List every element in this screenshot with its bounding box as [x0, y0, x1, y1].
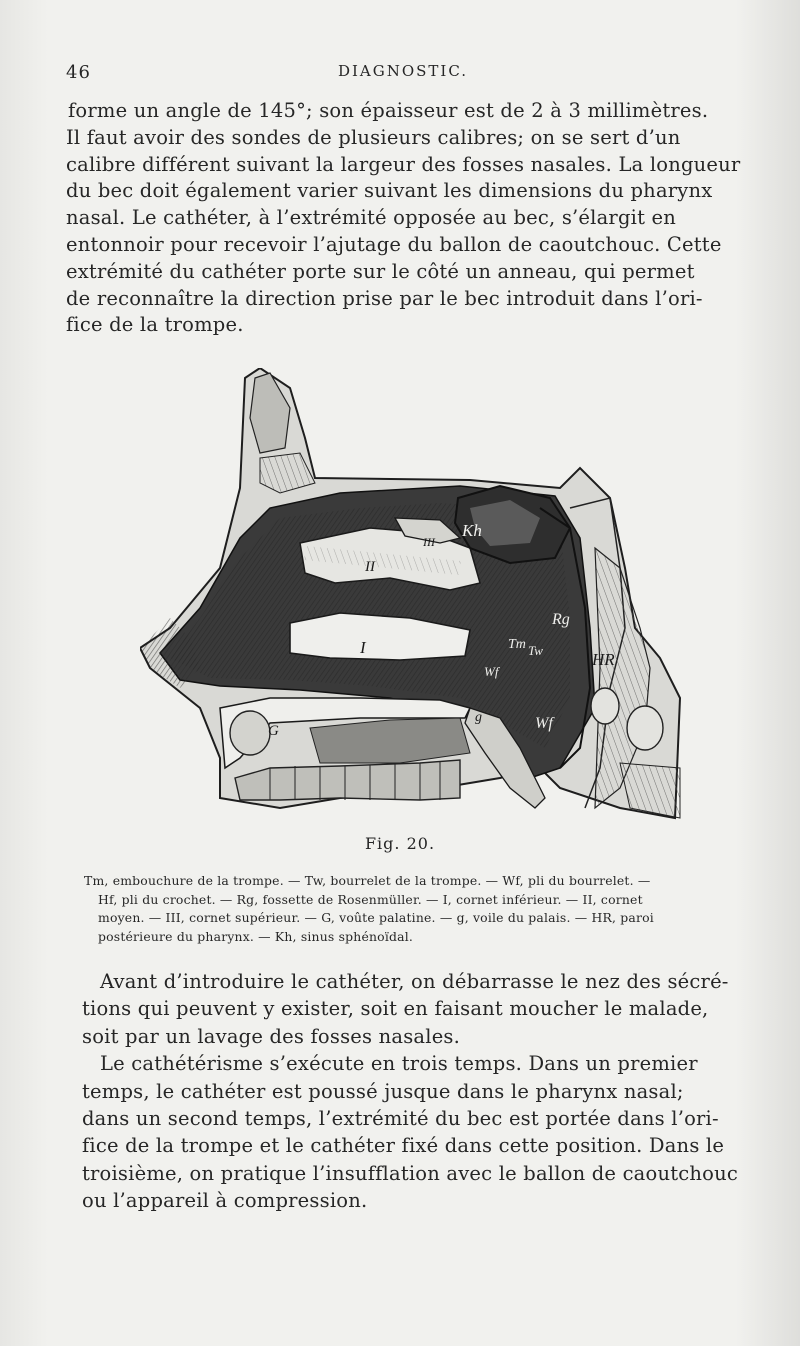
text-line: de reconnaître la direction prise par le bec introduit dans l’ori- [66, 286, 703, 310]
text-line: forme un angle de 145°; son épaisseur est de 2 à 3 millimètres. [68, 99, 709, 122]
figure-label-g-upper: G [268, 723, 279, 739]
figure-label-kh: Kh [462, 521, 482, 540]
paragraph-2-line: troisième, on pratique l’insufflation avec le ballon de caoutchouc [82, 1161, 738, 1185]
caption-line: postérieure du pharynx. — Kh, sinus sphénoïdal. [98, 928, 414, 944]
figure-number: Fig. 20. [364, 834, 436, 853]
figure-label-hr: HR [592, 650, 615, 669]
paragraph-2-line: Le cathétérisme s’exécute en trois temps. Dans un premier [100, 1052, 698, 1076]
paragraph-1-line: soit par un lavage des fosses nasales. [82, 1024, 461, 1048]
figure-label-iii: III [423, 535, 435, 549]
text-line: du bec doit également varier suivant les dimensions du pharynx [66, 179, 713, 203]
top-paragraph [66, 98, 766, 339]
nasal-cavity-engraving [140, 368, 685, 828]
paragraph-1-line: Avant d’introduire le cathéter, on débarrasse le nez des sécré- [100, 970, 729, 993]
body-text [82, 968, 754, 1215]
anatomical-illustration [140, 368, 685, 828]
figure-label-i: I [360, 638, 366, 657]
text-line: calibre différent suivant la largeur des fosses nasales. La longueur [66, 152, 741, 176]
text-line: fice de la trompe. [66, 313, 244, 337]
page-number: 46 [66, 62, 91, 83]
figure-caption [84, 872, 752, 946]
figure-label-ii: II [365, 559, 375, 575]
figure-label-tm: Tm [508, 637, 526, 652]
caption-line: moyen. — III, cornet supérieur. — G, voûte palatine. — g, voile du palais. — HR, paroi [98, 910, 654, 925]
paragraph-2-line: ou l’appareil à compression. [82, 1189, 368, 1213]
figure-label-wf-small: Wf [484, 664, 499, 679]
text-line: nasal. Le cathéter, à l’extrémité opposée au bec, s’élargit en [66, 206, 677, 230]
text-line: entonnoir pour recevoir l’ajutage du ballon de caoutchouc. Cette [66, 232, 722, 256]
figure-label-rg: Rg [552, 611, 570, 628]
text-line: Il faut avoir des sondes de plusieurs calibres; on se sert d’un [66, 125, 681, 149]
paragraph-1-line: tions qui peuvent y exister, soit en faisant moucher le malade, [82, 997, 709, 1021]
text-line: extrémité du cathéter porte sur le côté un anneau, qui permet [66, 259, 695, 283]
paragraph-2-line: fice de la trompe et le cathéter fixé dans cette position. Dans le [82, 1134, 725, 1158]
caption-line: Hf, pli du crochet. — Rg, fossette de Rosenmüller. — I, cornet inférieur. — II, cornet [98, 891, 643, 907]
paragraph-2-line: temps, le cathéter est poussé jusque dans le pharynx nasal; [82, 1079, 684, 1103]
paragraph-2-line: dans un second temps, l’extrémité du bec est portée dans l’ori- [82, 1107, 719, 1131]
caption-line: Tm, embouchure de la trompe. — Tw, bourrelet de la trompe. — Wf, pli du bourrelet. — [84, 873, 651, 888]
running-head: DIAGNOSTIC. [337, 62, 469, 80]
figure-label-g-lower: g [475, 710, 482, 725]
page-header [66, 62, 740, 88]
figure-label-wf: Wf [535, 715, 553, 732]
figure-label-tw: Tw [528, 643, 543, 658]
